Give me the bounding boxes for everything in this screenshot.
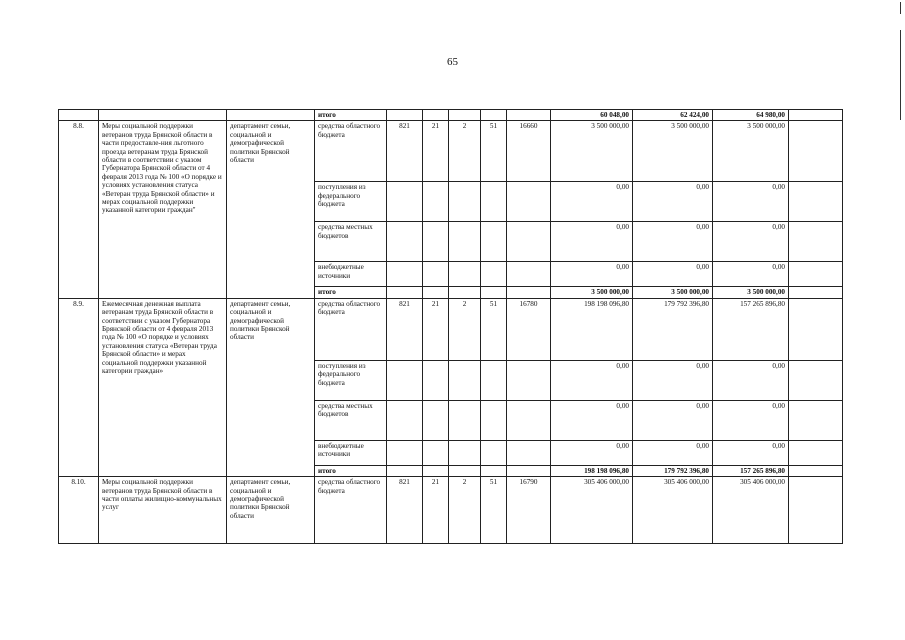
amount-year-3: 0,00 (713, 262, 789, 287)
cell-empty (507, 465, 551, 476)
amount-year-3: 0,00 (713, 440, 789, 465)
cell-empty (99, 110, 227, 121)
amount-year-1: 0,00 (551, 262, 633, 287)
code-subprogram (449, 440, 481, 465)
code-expense (507, 360, 551, 400)
cell-empty (227, 110, 315, 121)
cell-empty (387, 110, 423, 121)
amount-year-2: 179 792 396,80 (633, 298, 713, 360)
amount-year-3: 0,00 (713, 400, 789, 440)
code-subprogram: 2 (449, 121, 481, 182)
code-direction: 51 (481, 121, 507, 182)
cell-empty (789, 298, 843, 360)
funding-source: средства областного бюджета (315, 298, 387, 360)
amount-year-3: 0,00 (713, 182, 789, 222)
amount-year-3: 0,00 (713, 222, 789, 262)
code-program: 21 (423, 477, 449, 544)
amount-year-2: 305 406 000,00 (633, 477, 713, 544)
code-direction (481, 222, 507, 262)
total-value-2: 62 424,00 (633, 110, 713, 121)
funding-source: поступления из федерального бюджета (315, 360, 387, 400)
measure-name: Меры социальной поддержки ветеранов труда Брянской области в части предоставле-ния льготного проезда ветеранам труда Брянской области в соответствии с указом Губернатора Брянской области от 4 февраля 2013 года № 100 «О порядке и условиях установления статуса «Ветеран труда Брянской области» и мерах социальной поддержки указанной категории граждан" (99, 121, 227, 298)
cell-empty (789, 262, 843, 287)
section-number: 8.8. (59, 121, 99, 298)
total-amount-year-2: 179 792 396,80 (633, 465, 713, 476)
code-program (423, 262, 449, 287)
amount-year-1: 198 198 096,80 (551, 298, 633, 360)
code-direction: 51 (481, 298, 507, 360)
funding-source: внебюджетные источники (315, 262, 387, 287)
code-direction (481, 400, 507, 440)
cell-empty (789, 222, 843, 262)
total-value-3: 64 980,00 (713, 110, 789, 121)
cell-empty (423, 110, 449, 121)
funding-source: средства областного бюджета (315, 121, 387, 182)
amount-year-2: 0,00 (633, 262, 713, 287)
cell-empty (423, 287, 449, 298)
table-row (59, 477, 843, 544)
total-amount-year-1: 198 198 096,80 (551, 465, 633, 476)
amount-year-3: 0,00 (713, 360, 789, 400)
code-gl (387, 400, 423, 440)
amount-year-2: 3 500 000,00 (633, 121, 713, 182)
code-program: 21 (423, 121, 449, 182)
amount-year-3: 3 500 000,00 (713, 121, 789, 182)
code-gl: 821 (387, 121, 423, 182)
total-amount-year-2: 3 500 000,00 (633, 287, 713, 298)
funding-source: внебюджетные источники (315, 440, 387, 465)
code-gl (387, 182, 423, 222)
code-gl (387, 222, 423, 262)
code-gl (387, 440, 423, 465)
budget-table (58, 109, 843, 544)
code-subprogram: 2 (449, 477, 481, 544)
code-gl (387, 262, 423, 287)
section-number: 8.9. (59, 298, 99, 476)
code-gl: 821 (387, 477, 423, 544)
code-direction (481, 440, 507, 465)
scan-edge-mark (900, 30, 901, 120)
cell-empty (423, 465, 449, 476)
amount-year-2: 0,00 (633, 182, 713, 222)
code-subprogram: 2 (449, 298, 481, 360)
cell-empty (59, 110, 99, 121)
amount-year-1: 0,00 (551, 182, 633, 222)
code-direction (481, 182, 507, 222)
section-number: 8.10. (59, 477, 99, 544)
code-program (423, 182, 449, 222)
table-row (59, 298, 843, 360)
code-expense: 16780 (507, 298, 551, 360)
measure-name: Ежемесячная денежная выплата ветеранам труда Брянской области в соответствии с указом Губернатора Брянской области от 4 февраля 2013 года № 100 «О порядке и условиях установления статуса «Ветеран труда Брянской области» и мерах социальной поддержки указанной категории граждан» (99, 298, 227, 476)
cell-empty (789, 121, 843, 182)
cell-empty (449, 287, 481, 298)
amount-year-1: 0,00 (551, 440, 633, 465)
code-gl: 821 (387, 298, 423, 360)
page-number: 65 (447, 56, 458, 68)
cell-empty (481, 465, 507, 476)
code-program (423, 360, 449, 400)
code-program: 21 (423, 298, 449, 360)
cell-empty (789, 287, 843, 298)
scan-edge-mark-top (900, 2, 901, 14)
total-label: итого (315, 110, 387, 121)
cell-empty (789, 465, 843, 476)
total-amount-year-3: 3 500 000,00 (713, 287, 789, 298)
code-direction: 51 (481, 477, 507, 544)
code-expense: 16660 (507, 121, 551, 182)
cell-empty (481, 287, 507, 298)
amount-year-2: 0,00 (633, 400, 713, 440)
cell-empty (387, 465, 423, 476)
amount-year-2: 0,00 (633, 360, 713, 400)
code-program (423, 222, 449, 262)
amount-year-1: 0,00 (551, 222, 633, 262)
code-expense (507, 222, 551, 262)
total-amount-year-3: 157 265 896,80 (713, 465, 789, 476)
cell-empty (507, 287, 551, 298)
code-subprogram (449, 222, 481, 262)
cell-empty (387, 287, 423, 298)
total-value-1: 60 048,00 (551, 110, 633, 121)
total-label: итого (315, 465, 387, 476)
code-expense (507, 400, 551, 440)
code-expense: 16790 (507, 477, 551, 544)
table-row (59, 121, 843, 182)
cell-empty (789, 360, 843, 400)
measure-name: Меры социальной поддержки ветеранов труда Брянской области в части оплаты жилищно-коммунальных услуг (99, 477, 227, 544)
code-program (423, 400, 449, 440)
code-gl (387, 360, 423, 400)
amount-year-3: 157 265 896,80 (713, 298, 789, 360)
executor: департамент семьи, социальной и демографической политики Брянской области (227, 477, 315, 544)
code-subprogram (449, 182, 481, 222)
amount-year-2: 0,00 (633, 440, 713, 465)
cell-empty (449, 110, 481, 121)
code-subprogram (449, 360, 481, 400)
funding-source: средства местных бюджетов (315, 222, 387, 262)
funding-source: средства местных бюджетов (315, 400, 387, 440)
amount-year-1: 305 406 000,00 (551, 477, 633, 544)
table-row-total-carry (59, 110, 843, 121)
cell-empty (789, 182, 843, 222)
cell-empty (481, 110, 507, 121)
cell-empty (789, 110, 843, 121)
cell-empty (789, 477, 843, 544)
code-program (423, 440, 449, 465)
code-direction (481, 262, 507, 287)
amount-year-3: 305 406 000,00 (713, 477, 789, 544)
cell-empty (789, 400, 843, 440)
amount-year-1: 0,00 (551, 360, 633, 400)
executor: департамент семьи, социальной и демографической политики Брянской области (227, 298, 315, 476)
amount-year-1: 3 500 000,00 (551, 121, 633, 182)
funding-source: поступления из федерального бюджета (315, 182, 387, 222)
executor: департамент семьи, социальной и демографической политики Брянской области (227, 121, 315, 298)
code-expense (507, 182, 551, 222)
total-label: итого (315, 287, 387, 298)
code-subprogram (449, 400, 481, 440)
code-direction (481, 360, 507, 400)
amount-year-2: 0,00 (633, 222, 713, 262)
code-expense (507, 262, 551, 287)
code-subprogram (449, 262, 481, 287)
cell-empty (507, 110, 551, 121)
cell-empty (449, 465, 481, 476)
funding-source: средства областного бюджета (315, 477, 387, 544)
code-expense (507, 440, 551, 465)
cell-empty (789, 440, 843, 465)
amount-year-1: 0,00 (551, 400, 633, 440)
total-amount-year-1: 3 500 000,00 (551, 287, 633, 298)
